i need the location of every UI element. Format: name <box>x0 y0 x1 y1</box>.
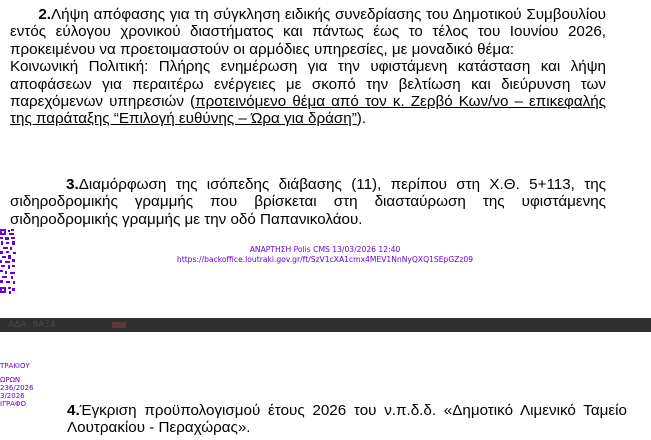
divider-text: ΑΔΑ: 9ΑΞ4 <box>8 320 56 330</box>
item-closing: ). <box>356 110 367 128</box>
divider-mark <box>112 322 126 328</box>
side-stamp-top <box>0 362 30 370</box>
agenda-item-3 <box>10 176 606 228</box>
agenda-item-4 <box>67 402 627 437</box>
side-stamp-line: ΤΡΑΚΙΟΥ <box>0 362 30 370</box>
side-stamp-bottom <box>0 376 34 408</box>
item-number: 3. <box>66 176 79 193</box>
item-number: 2. <box>38 6 52 23</box>
item-proposer: προτεινόμενο θέμα από τον κ. Ζερβό Κων/νο – επικεφαλής της παράταξης “Επιλογή ευθύνης – Ώρα για δράση” <box>10 93 607 128</box>
qr-code-icon <box>0 229 16 295</box>
publication-stamp <box>145 245 505 265</box>
item-subject: Κοινωνική Πολιτική: Πλήρης ενημέρωση για την υφιστάμενη κατάσταση και λήψη αποφάσεων για περαιτέρω ενέργειες με σκοπό την βελτίωση και διεύρυνση των παρεχόμενων υπηρεσιών ( <box>10 58 606 111</box>
item-text: Έγκριση προϋπολογισμού έτους 2026 του ν.π.δ.δ. «Δημοτικό Λιμενικό Ταμείο Λουτρακίου - Περαχώρας». <box>67 402 627 437</box>
item-text: Διαμόρφωση της ισόπεδης διάβασης (11), περίπου στη Χ.Θ. 5+113, της σιδηροδρομικής γραμμής που βρίσκεται στη διασταύρωση της υφιστάμενης σιδηροδρομικής γραμμής με την οδό Παπανικολάου. <box>10 176 606 228</box>
item-text: Λήψη απόφασης για τη σύγκληση ειδικής συνεδρίασης του Δημοτικού Συμβουλίου εντός εύλογου χρονικού διαστήματος και πάντως έως το τέλος του Ιουνίου 2026, προκειμένου να προετοιμαστούν οι αρμόδιες υπηρεσίες, με μοναδικό θέμα: <box>10 6 606 58</box>
page-divider <box>0 318 651 332</box>
side-stamp-line: 236/2026 <box>0 384 34 392</box>
stamp-line-1: ΑΝΑΡΤΗΣΗ Polis CMS 13/03/2026 12:40 <box>249 245 401 254</box>
stamp-url[interactable]: https://backoffice.loutraki.gov.gr/ft/SzV1cXA1cmx4MEV1NnNyQXQ1SEpGZz09 <box>176 255 474 264</box>
side-stamp-line: 3/2026 <box>0 392 25 400</box>
item-number: 4. <box>67 402 80 419</box>
side-stamp-line: ΙΓΡΑΦΟ <box>0 400 26 408</box>
side-stamp-line: ΩΡΩΝ <box>0 376 21 384</box>
agenda-item-2 <box>10 6 606 128</box>
